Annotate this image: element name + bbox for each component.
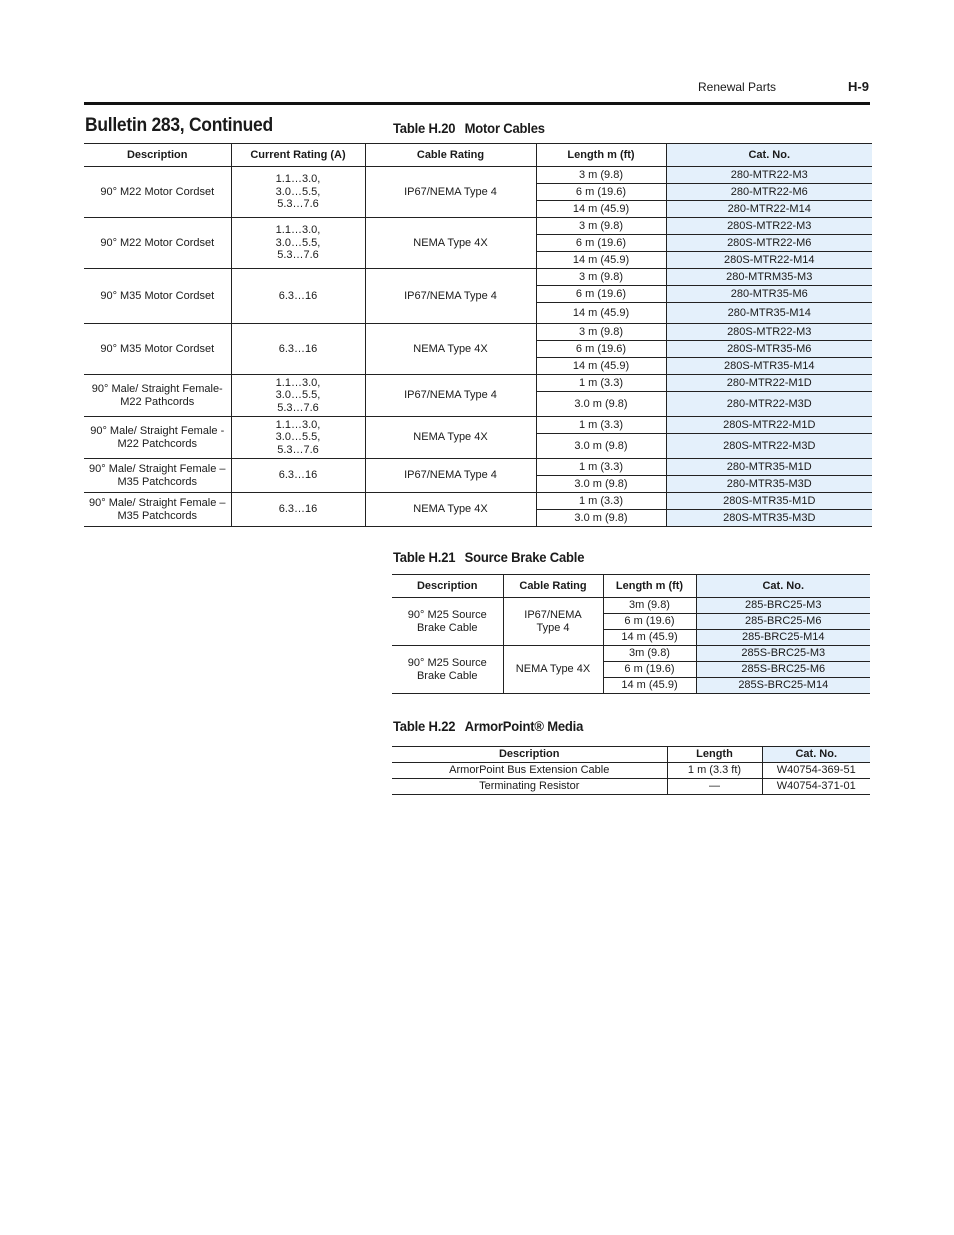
column-header: Cat. No. <box>762 747 870 763</box>
cell-length: 3.0 m (9.8) <box>536 510 666 527</box>
cell-cable-rating <box>503 646 603 694</box>
cell-line: 6.3…16 <box>278 469 318 482</box>
cell-description <box>84 493 231 527</box>
cell-length: — <box>667 779 762 795</box>
cell-description: ArmorPoint Bus Extension Cable <box>392 763 667 779</box>
cell-cat-no: 285-BRC25-M3 <box>696 598 870 614</box>
cell-length: 3.0 m (9.8) <box>536 392 666 417</box>
cell-description: Terminating Resistor <box>392 779 667 795</box>
table-row <box>84 459 872 476</box>
cell-cat-no: W40754-369-51 <box>762 763 870 779</box>
cell-cat-no: W40754-371-01 <box>762 779 870 795</box>
cell-line: 1.1…3.0, <box>275 376 321 389</box>
cell-current-rating <box>231 324 365 375</box>
cell-cat-no: 280S-MTR35-M6 <box>666 341 872 358</box>
column-header: Cable Rating <box>365 144 536 167</box>
table-row <box>84 417 872 434</box>
cell-line: 1.1…3.0, <box>275 418 321 431</box>
cell-length: 6 m (19.6) <box>536 341 666 358</box>
cell-length: 3 m (9.8) <box>536 218 666 235</box>
table-h22-caption <box>393 718 583 734</box>
table-row <box>392 598 870 614</box>
column-header: Cable Rating <box>503 575 603 598</box>
cell-cat-no: 280S-MTR35-M14 <box>666 358 872 375</box>
table-h21-caption <box>393 549 584 565</box>
cell-line: M22 Patchcords <box>117 437 197 450</box>
column-header: Length m (ft) <box>603 575 696 598</box>
table-source-brake-cable <box>392 574 870 694</box>
table-h22-title: ArmorPoint® Media <box>464 718 584 734</box>
cell-line: M35 Patchcords <box>117 475 197 488</box>
cell-length: 3 m (9.8) <box>536 167 666 184</box>
column-header: Description <box>392 747 667 763</box>
column-header: Current Rating (A) <box>231 144 365 167</box>
cell-description: 90° M22 Motor Cordset <box>84 218 231 269</box>
cell-line: 1.1…3.0, <box>275 173 321 186</box>
cell-line: IP67/NEMA <box>524 609 582 621</box>
cell-length: 1 m (3.3) <box>536 417 666 434</box>
cell-cat-no: 280S-MTR22-M3D <box>666 434 872 459</box>
cell-length: 14 m (45.9) <box>603 678 696 694</box>
cell-line: 5.3…7.6 <box>277 198 319 211</box>
cell-cat-no: 280S-MTR35-M1D <box>666 493 872 510</box>
table-h21-number: Table H.21 <box>393 549 456 565</box>
cell-cat-no: 280-MTR22-M3 <box>666 167 872 184</box>
cell-cat-no: 280S-MTR35-M3D <box>666 510 872 527</box>
cell-current-rating <box>231 417 365 459</box>
cell-line: 90° Male/ Straight Female - <box>90 425 225 437</box>
table-h21-title: Source Brake Cable <box>464 549 585 565</box>
cell-cat-no: 280-MTR22-M1D <box>666 375 872 392</box>
cell-description <box>84 375 231 417</box>
cell-cat-no: 280-MTRM35-M3 <box>666 269 872 286</box>
cell-cat-no: 285-BRC25-M14 <box>696 630 870 646</box>
cell-cable-rating: IP67/NEMA Type 4 <box>365 269 536 324</box>
cell-cable-rating: IP67/NEMA Type 4 <box>365 375 536 417</box>
cell-length: 1 m (3.3) <box>536 493 666 510</box>
column-header: Cat. No. <box>696 575 870 598</box>
cell-length: 6 m (19.6) <box>603 614 696 630</box>
table-row <box>84 269 872 286</box>
cell-description <box>392 646 503 694</box>
cell-cat-no: 280S-MTR22-M3 <box>666 324 872 341</box>
column-header: Description <box>392 575 503 598</box>
cell-line: 5.3…7.6 <box>277 249 319 262</box>
cell-length: 14 m (45.9) <box>603 630 696 646</box>
cell-length: 1 m (3.3) <box>536 459 666 476</box>
cell-current-rating <box>231 269 365 324</box>
cell-length: 3m (9.8) <box>603 598 696 614</box>
table-h20-caption <box>393 120 545 136</box>
cell-current-rating <box>231 493 365 527</box>
cell-line: NEMA Type 4X <box>515 663 591 676</box>
table-row <box>392 763 870 779</box>
column-header: Cat. No. <box>666 144 872 167</box>
cell-length: 1 m (3.3 ft) <box>667 763 762 779</box>
cell-cat-no: 280-MTR35-M1D <box>666 459 872 476</box>
cell-cat-no: 280S-MTR22-M6 <box>666 235 872 252</box>
page-heading: Bulletin 283, Continued <box>85 115 273 136</box>
cell-cat-no: 280S-MTR22-M1D <box>666 417 872 434</box>
cell-description: 90° M22 Motor Cordset <box>84 167 231 218</box>
cell-description: 90° M35 Motor Cordset <box>84 324 231 375</box>
table-h22-number: Table H.22 <box>393 718 456 734</box>
cell-line: 6.3…16 <box>278 503 318 516</box>
cell-current-rating <box>231 167 365 218</box>
cell-cable-rating: NEMA Type 4X <box>365 218 536 269</box>
cell-line: 5.3…7.6 <box>277 443 319 456</box>
cell-cat-no: 280S-MTR22-M14 <box>666 252 872 269</box>
cell-description <box>392 598 503 646</box>
column-header: Length <box>667 747 762 763</box>
cell-line: M22 Pathcords <box>120 395 195 408</box>
cell-line: Brake Cable <box>416 621 478 634</box>
column-header: Description <box>84 144 231 167</box>
cell-length: 14 m (45.9) <box>536 201 666 218</box>
table-armorpoint-media <box>392 746 870 795</box>
cell-line: 3.0…5.5, <box>275 389 321 402</box>
cell-length: 14 m (45.9) <box>536 303 666 324</box>
table-row <box>84 324 872 341</box>
table-row <box>84 167 872 184</box>
cell-description: 90° M35 Motor Cordset <box>84 269 231 324</box>
cell-line: 90° Male/ Straight Female – <box>89 463 226 475</box>
cell-length: 14 m (45.9) <box>536 252 666 269</box>
page-number: H-9 <box>848 79 869 94</box>
cell-cat-no: 285S-BRC25-M6 <box>696 662 870 678</box>
cell-cat-no: 285S-BRC25-M3 <box>696 646 870 662</box>
cell-length: 6 m (19.6) <box>536 184 666 201</box>
cell-length: 3m (9.8) <box>603 646 696 662</box>
table-row <box>84 218 872 235</box>
cell-length: 6 m (19.6) <box>536 286 666 303</box>
cell-length: 6 m (19.6) <box>603 662 696 678</box>
table-motor-cables <box>84 143 872 527</box>
cell-line: M35 Patchcords <box>117 509 197 522</box>
cell-cat-no: 280-MTR22-M6 <box>666 184 872 201</box>
cell-line: Brake Cable <box>416 669 478 682</box>
cell-line: 3.0…5.5, <box>275 185 321 198</box>
cell-line: 6.3…16 <box>278 342 318 355</box>
table-row <box>392 646 870 662</box>
cell-cable-rating: NEMA Type 4X <box>365 493 536 527</box>
cell-current-rating <box>231 375 365 417</box>
cell-description <box>84 459 231 493</box>
header-rule <box>84 102 870 105</box>
cell-line: 3.0…5.5, <box>275 236 321 249</box>
cell-cat-no: 285S-BRC25-M14 <box>696 678 870 694</box>
cell-length: 3.0 m (9.8) <box>536 476 666 493</box>
cell-cat-no: 280-MTR22-M3D <box>666 392 872 417</box>
cell-cat-no: 280-MTR22-M14 <box>666 201 872 218</box>
cell-length: 14 m (45.9) <box>536 358 666 375</box>
column-header: Length m (ft) <box>536 144 666 167</box>
cell-line: 1.1…3.0, <box>275 224 321 237</box>
cell-length: 3.0 m (9.8) <box>536 434 666 459</box>
cell-line: 90° Male/ Straight Female- <box>91 383 223 395</box>
cell-cable-rating: IP67/NEMA Type 4 <box>365 459 536 493</box>
cell-cable-rating: NEMA Type 4X <box>365 324 536 375</box>
cell-cat-no: 280S-MTR22-M3 <box>666 218 872 235</box>
cell-line: 6.3…16 <box>278 289 318 302</box>
cell-cat-no: 280-MTR35-M14 <box>666 303 872 324</box>
running-header-section: Renewal Parts <box>698 80 777 94</box>
table-h20-number: Table H.20 <box>393 120 456 136</box>
cell-cable-rating <box>503 598 603 646</box>
cell-line: Type 4 <box>536 621 570 634</box>
cell-length: 6 m (19.6) <box>536 235 666 252</box>
cell-line: 90° M25 Source <box>407 657 487 669</box>
cell-current-rating <box>231 218 365 269</box>
cell-length: 3 m (9.8) <box>536 269 666 286</box>
cell-cable-rating: NEMA Type 4X <box>365 417 536 459</box>
table-h20-title: Motor Cables <box>464 120 545 136</box>
cell-cat-no: 280-MTR35-M6 <box>666 286 872 303</box>
cell-line: 90° Male/ Straight Female – <box>89 497 226 509</box>
cell-current-rating <box>231 459 365 493</box>
cell-line: 90° M25 Source <box>407 609 487 621</box>
cell-cat-no: 280-MTR35-M3D <box>666 476 872 493</box>
cell-cat-no: 285-BRC25-M6 <box>696 614 870 630</box>
cell-length: 1 m (3.3) <box>536 375 666 392</box>
cell-line: 3.0…5.5, <box>275 431 321 444</box>
cell-cable-rating: IP67/NEMA Type 4 <box>365 167 536 218</box>
table-row <box>392 779 870 795</box>
cell-description <box>84 417 231 459</box>
table-row <box>84 493 872 510</box>
cell-length: 3 m (9.8) <box>536 324 666 341</box>
cell-line: 5.3…7.6 <box>277 401 319 414</box>
table-row <box>84 375 872 392</box>
